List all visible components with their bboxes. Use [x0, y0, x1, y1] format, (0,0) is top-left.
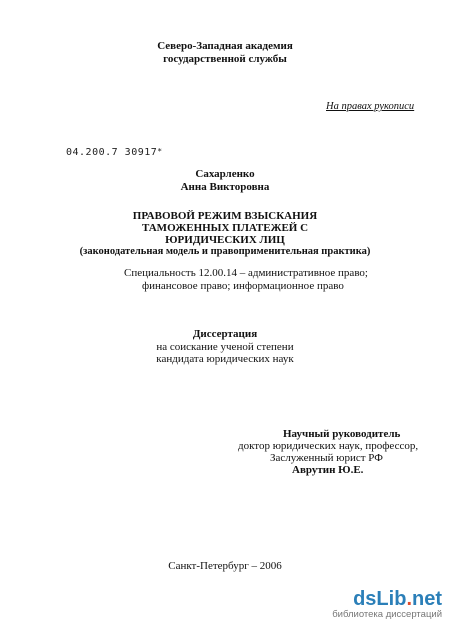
degree-heading: Диссертация	[192, 328, 258, 340]
institution-line-2: государственной службы	[163, 53, 287, 65]
registry-number: 04.200.7 30917*	[66, 147, 163, 158]
title-subtitle: (законодательная модель и правоприменительная практика)	[79, 246, 371, 257]
manuscript-note: На правах рукописи	[326, 101, 415, 112]
supervisor-heading: Научный руководитель	[283, 428, 401, 440]
title-line-1: ПРАВОВОЙ РЕЖИМ ВЗЫСКАНИЯ	[132, 210, 318, 222]
author-surname: Сахарленко	[195, 168, 255, 180]
degree-line-2: кандидата юридических наук	[156, 353, 294, 365]
supervisor-name: Аврутин Ю.Е.	[292, 464, 364, 476]
specialty-line-2: финансовое право; информационное право	[142, 280, 344, 292]
degree-line-1: на соискание ученой степени	[156, 341, 294, 353]
dslib-watermark	[312, 589, 442, 621]
dslib-tagline: библиотека диссертаций	[332, 609, 442, 620]
title-line-2: ТАМОЖЕННЫХ ПЛАТЕЖЕЙ С	[141, 222, 309, 234]
city-year: Санкт-Петербург – 2006	[168, 560, 282, 572]
supervisor-line-2: Заслуженный юрист РФ	[270, 452, 383, 464]
supervisor-line-1: доктор юридических наук, профессор,	[238, 440, 419, 452]
specialty-line-1: Специальность 12.00.14 – административное право;	[124, 267, 368, 279]
title-line-3: ЮРИДИЧЕСКИХ ЛИЦ	[165, 234, 285, 246]
author-given-names: Анна Викторовна	[180, 181, 270, 193]
institution-line-1: Северо-Западная академия	[157, 40, 293, 52]
dslib-logo: dsLib.net	[353, 588, 442, 610]
